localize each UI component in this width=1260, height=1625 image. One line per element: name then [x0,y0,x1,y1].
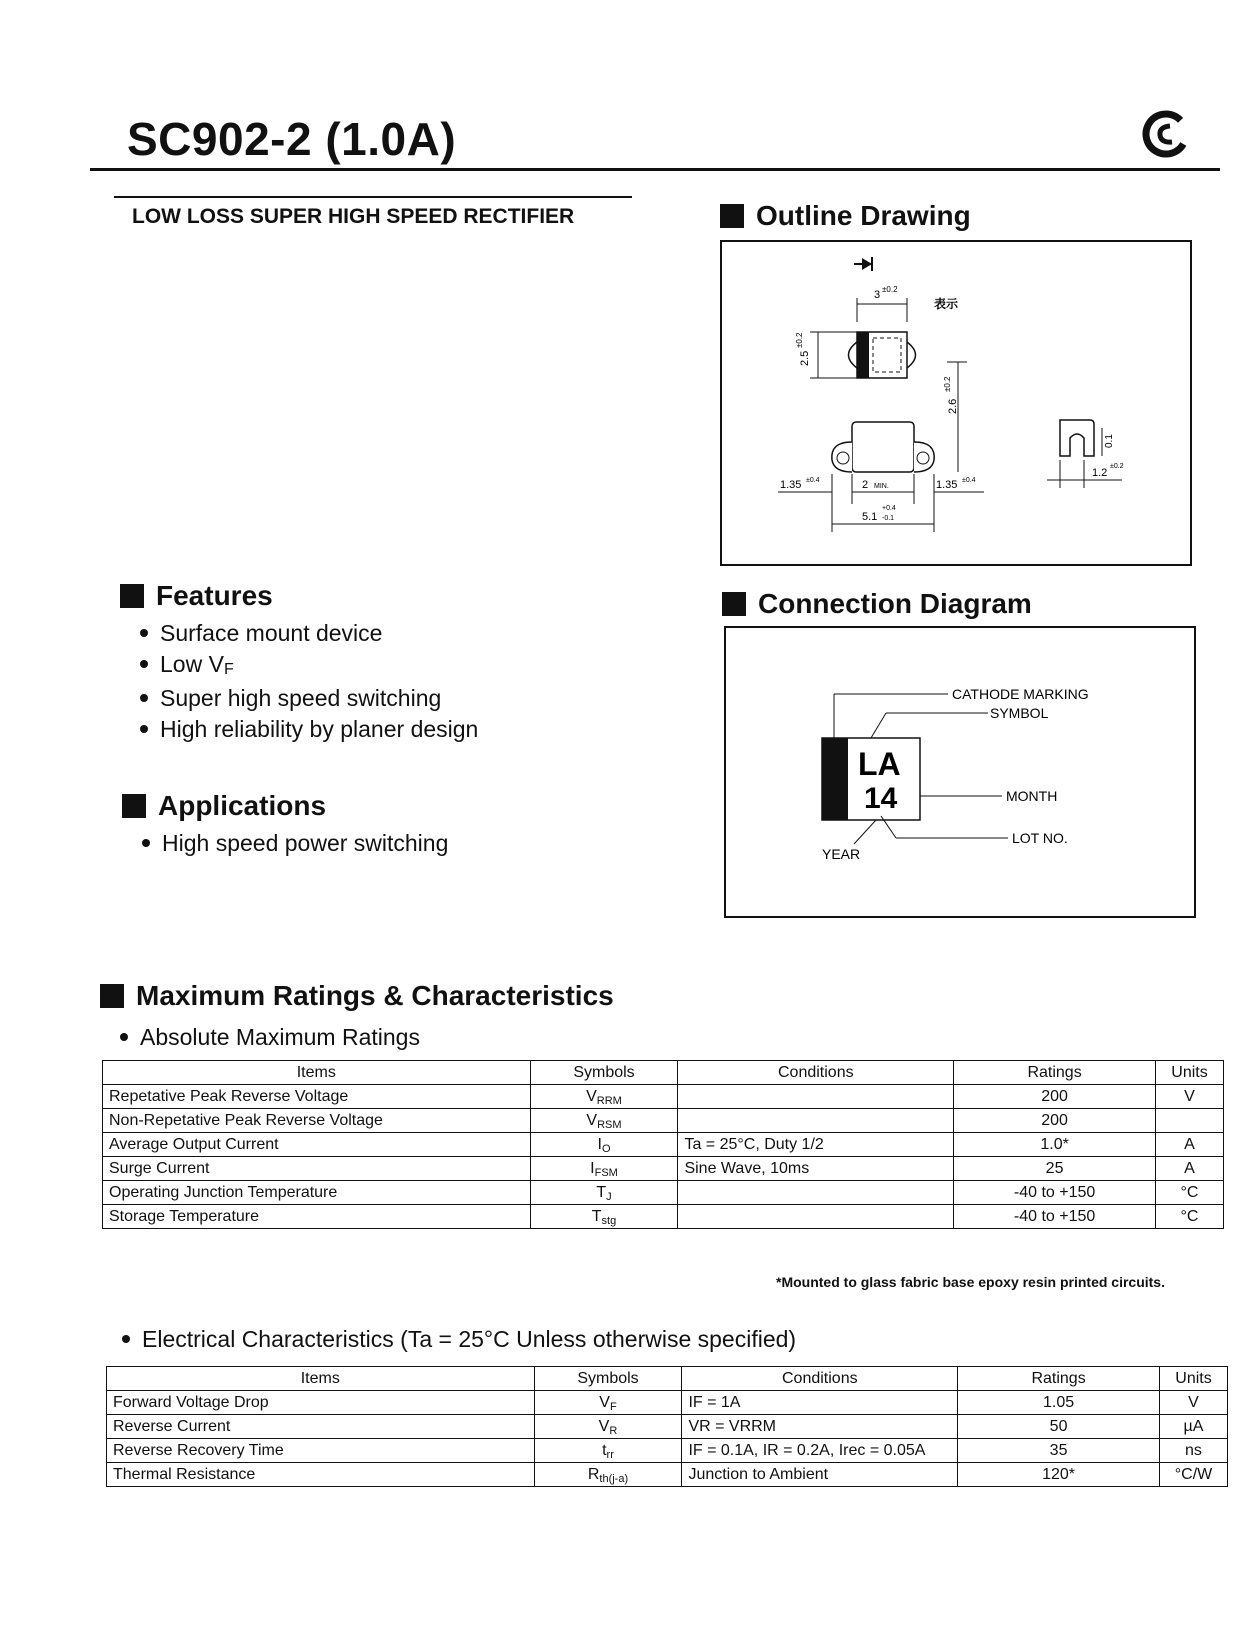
lot-no-label: LOT NO. [1012,830,1068,846]
feature-text: Low V [160,651,224,677]
features-list [140,618,478,745]
ratings-heading-text: Maximum Ratings & Characteristics [136,980,614,1011]
cell-unit: A [1155,1157,1223,1181]
cell-item: Operating Junction Temperature [103,1181,531,1205]
electrical-title-text: Electrical Characteristics (Ta = 25°C Unless otherwise specified) [142,1326,797,1352]
marking-code-line1: LA [858,746,901,782]
connection-heading [722,588,1032,620]
section-square-icon [722,592,746,616]
col-items: Items [107,1367,535,1391]
col-ratings: Ratings [958,1367,1160,1391]
table-row [103,1133,1224,1157]
list-item [142,828,448,859]
abs-ratings-table [102,1060,1224,1229]
cell-item: Thermal Resistance [107,1463,535,1487]
list-item [140,649,478,683]
cell-item: Reverse Current [107,1415,535,1439]
cell-item: Reverse Recovery Time [107,1439,535,1463]
cell-condition: IF = 1A [682,1391,958,1415]
page-title: SC902-2 (1.0A) [127,113,457,165]
connection-heading-text: Connection Diagram [758,588,1032,619]
section-square-icon [122,794,146,818]
application-text: High speed power switching [162,830,449,856]
dim-lead-left-tol: ±0.4 [806,477,820,484]
header-rule [90,168,1220,171]
abs-ratings-title [120,1022,420,1053]
dim-total: 5.1 [862,511,878,523]
connection-diagram-box [724,626,1196,918]
abs-ratings-title-text: Absolute Maximum Ratings [140,1024,420,1050]
cell-symbol: $V_{RSM}$ [530,1109,678,1133]
page-subtitle: LOW LOSS SUPER HIGH SPEED RECTIFIER [132,205,575,228]
cell-item: Surge Current [103,1157,531,1181]
cathode-marking-label: CATHODE MARKING [952,686,1089,702]
cell-symbol: $I_O$ [530,1133,678,1157]
outline-drawing [722,242,1190,564]
electrical-title [122,1324,796,1355]
cell-rating: 35 [958,1439,1160,1463]
cell-unit: A [1155,1133,1223,1157]
feature-text: High reliability by planer design [160,716,479,742]
cell-condition [678,1181,954,1205]
cell-condition: Ta = 25°C, Duty 1/2 [678,1133,954,1157]
cell-condition: Junction to Ambient [682,1463,958,1487]
table-header-row [103,1061,1224,1085]
table-row [103,1085,1224,1109]
col-conditions: Conditions [678,1061,954,1085]
list-item [140,683,478,714]
cell-symbol: $I_{FSM}$ [530,1157,678,1181]
company-logo [1140,108,1192,160]
cell-unit [1155,1109,1223,1133]
applications-heading-text: Applications [158,790,327,821]
electrical-table [106,1366,1228,1487]
cell-unit: V [1159,1391,1227,1415]
col-ratings: Ratings [954,1061,1156,1085]
feature-subscript: F [223,661,234,678]
table-row [103,1181,1224,1205]
cell-symbol: $T_{stg}$ [530,1205,678,1229]
outline-heading-text: Outline Drawing [756,200,971,231]
table-row [107,1439,1228,1463]
features-heading [120,580,273,612]
section-square-icon [720,204,744,228]
dim-total-tol-minus: -0.1 [882,515,895,522]
cell-symbol: $V_F$ [534,1391,682,1415]
dim-lead-left: 1.35 [780,479,802,491]
col-symbols: Symbols [530,1061,678,1085]
dim-height-right-tol: ±0.2 [943,376,952,392]
dim-height-left-tol: ±0.2 [795,332,804,348]
col-symbols: Symbols [534,1367,682,1391]
cell-item: Non-Repetative Peak Reverse Voltage [103,1109,531,1133]
marking-code-line2: 14 [864,782,898,815]
cell-unit: °C/W [1159,1463,1227,1487]
outline-drawing-box [720,240,1192,566]
col-units: Units [1159,1367,1227,1391]
col-units: Units [1155,1061,1223,1085]
table-row [107,1391,1228,1415]
col-conditions: Conditions [682,1367,958,1391]
cell-rating: 50 [958,1415,1160,1439]
month-label: MONTH [1006,788,1058,804]
dim-side-width: 1.2 [1092,467,1108,479]
table-row [103,1157,1224,1181]
cell-item: Storage Temperature [103,1205,531,1229]
cell-symbol: $R_{th(j-a)}$ [534,1463,682,1487]
cell-rating: 1.0* [954,1133,1156,1157]
cell-rating: 200 [954,1109,1156,1133]
dim-width-top-tol: ±0.2 [882,285,898,294]
dim-height-right: 2.6 [947,398,959,414]
table-row [107,1463,1228,1487]
ratings-footnote: *Mounted to glass fabric base epoxy resin printed circuits. [776,1274,1165,1290]
section-square-icon [120,584,144,608]
cell-unit: °C [1155,1205,1223,1229]
symbol-label: SYMBOL [990,705,1049,721]
dim-lead-right: 1.35 [936,479,958,491]
cell-condition [678,1085,954,1109]
cell-unit: V [1155,1085,1223,1109]
cell-condition: IF = 0.1A, IR = 0.2A, Irec = 0.05A [682,1439,958,1463]
dim-total-tol-plus: +0.4 [882,505,896,512]
section-square-icon [100,984,124,1008]
col-items: Items [103,1061,531,1085]
cell-item: Forward Voltage Drop [107,1391,535,1415]
table-header-row [107,1367,1228,1391]
feature-text: Surface mount device [160,620,383,646]
cell-unit: °C [1155,1181,1223,1205]
cell-condition [678,1109,954,1133]
cell-symbol: $V_{RRM}$ [530,1085,678,1109]
cell-rating: -40 to +150 [954,1205,1156,1229]
cell-symbol: $T_J$ [530,1181,678,1205]
list-item [140,618,478,649]
outline-heading [720,200,971,232]
cell-condition [678,1205,954,1229]
cell-rating: 25 [954,1157,1156,1181]
year-label: YEAR [822,846,861,862]
ratings-heading [100,980,614,1012]
table-row [107,1415,1228,1439]
table-row [103,1109,1224,1133]
marking-label: 表示 [934,297,959,311]
dim-side-width-tol: ±0.2 [1110,463,1124,470]
dim-lead-right-tol: ±0.4 [962,477,976,484]
cell-item: Average Output Current [103,1133,531,1157]
cell-unit: µA [1159,1415,1227,1439]
dim-gap: 2 [862,479,869,491]
connection-diagram [726,628,1194,916]
table-row [103,1205,1224,1229]
applications-heading [122,790,326,822]
cell-rating: 120* [958,1463,1160,1487]
dim-width-top: 3 [874,289,881,301]
cell-condition: VR = VRRM [682,1415,958,1439]
cell-item: Repetative Peak Reverse Voltage [103,1085,531,1109]
cell-symbol: $V_R$ [534,1415,682,1439]
features-heading-text: Features [156,580,273,611]
cell-rating: -40 to +150 [954,1181,1156,1205]
dim-gap-note: MIN. [874,483,889,490]
diode-symbol-icon [854,257,872,271]
feature-text: Super high speed switching [160,685,442,711]
cell-symbol: $t_{rr}$ [534,1439,682,1463]
cell-rating: 1.05 [958,1391,1160,1415]
list-item [140,714,478,745]
cell-unit: ns [1159,1439,1227,1463]
dim-height-left: 2.5 [799,350,811,366]
applications-list [142,828,448,859]
subtitle-rule [114,196,632,198]
cell-condition: Sine Wave, 10ms [678,1157,954,1181]
dim-side-height: 0.1 [1104,434,1115,448]
cell-rating: 200 [954,1085,1156,1109]
